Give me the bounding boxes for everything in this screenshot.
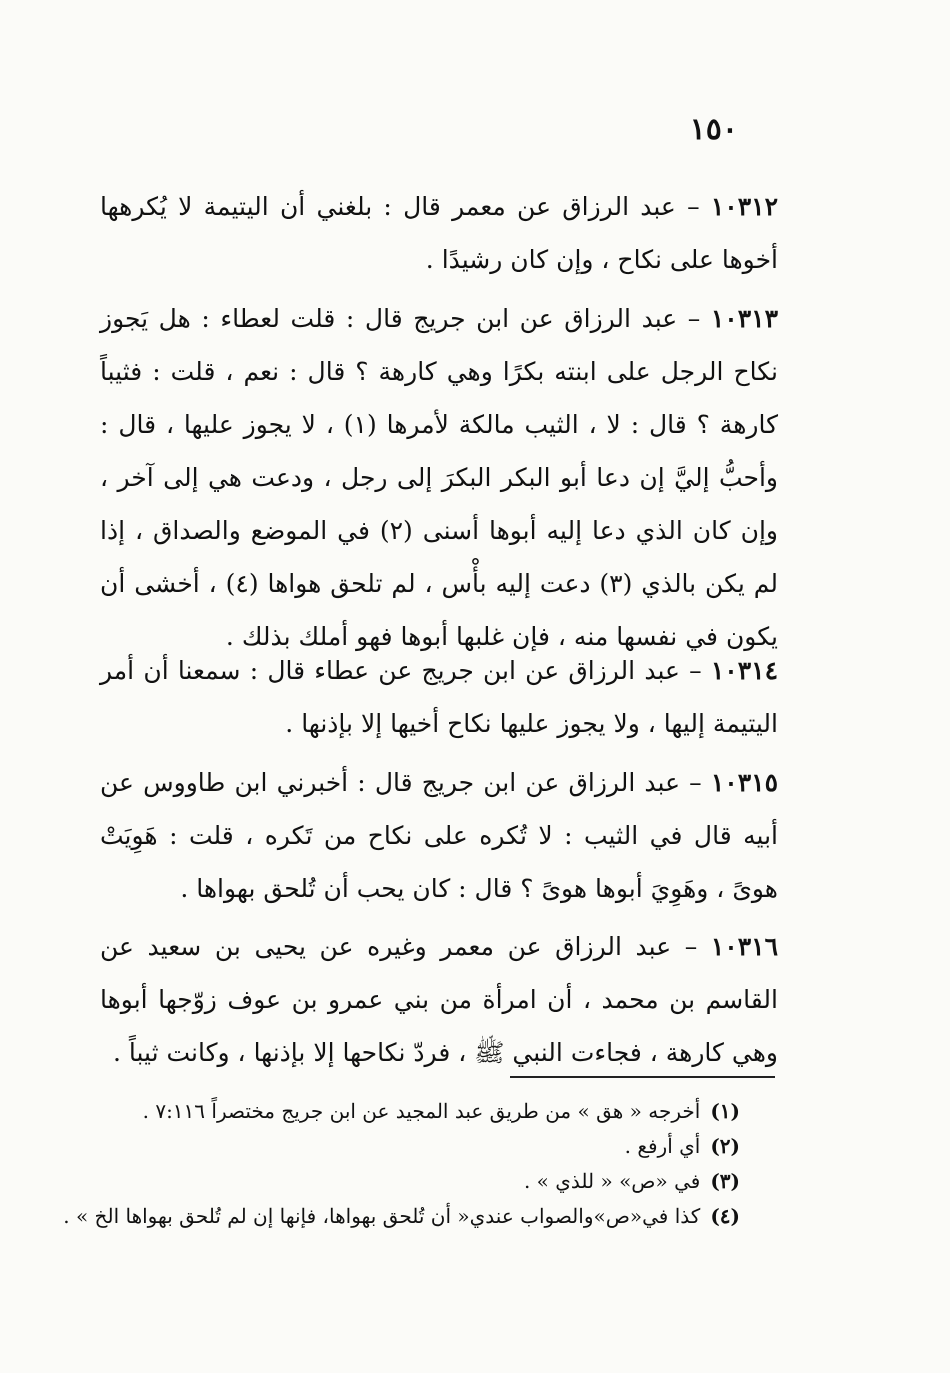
hadith-text: – عبد الرزاق عن ابن جريج قال : أخبرني ابن طاووس عن أبيه قال في الثيب : لا تُكره على نكاح من تَكره ، قلت : هَوِيَتْ هوىً ، وهَوِيَ أبوها هوىً ؟ قال : كان يحب أن تُلحق بهواها . (100, 768, 778, 903)
hadith-paragraph-10314 (100, 644, 778, 750)
footnote-2 (100, 1129, 740, 1164)
page-number: ١٥٠ (689, 112, 738, 147)
footnote-text: أي أرفع . (624, 1134, 701, 1158)
footnote-text: أخرجه « هق » من طريق عبد المجيد عن ابن جريج مختصراً ٧:١١٦ . (142, 1099, 701, 1123)
footnote-marker: (٤) (710, 1204, 740, 1228)
hadith-paragraph-10315 (100, 756, 778, 915)
hadith-text: – عبد الرزاق عن ابن جريج قال : قلت لعطاء : هل يَجوز نكاح الرجل على ابنته بكرًا وهي كارهة ؟ قال : نعم ، قلت : فثيباً كارهة ؟ قال : لا ، الثيب مالكة لأمرها (١) ، لا يجوز عليها ، قال : وأحبُّ إليَّ إن دعا أبو البكر البكرَ إلى رجل ، ودعت هي إلى آخر ، وإن كان الذي دعا إليه أبوها أسنى (٢) في الموضع والصداق ، إذا لم يكن بالذي (٣) دعت إليه بأْس ، لم تلحق هواها (٤) ، أخشى أن يكون في نفسها منه ، فإن غلبها أبوها فهو أملك بذلك . (100, 304, 778, 651)
hadith-text: – عبد الرزاق عن معمر قال : بلغني أن اليتيمة لا يُكرهها أخوها على نكاح ، وإن كان رشيدًا . (100, 192, 778, 274)
hadith-number: ١٠٣١٢ (710, 192, 779, 221)
hadith-paragraph-10312 (100, 180, 778, 286)
hadith-number: ١٠٣١٥ (710, 768, 778, 797)
hadith-paragraph-10313 (100, 292, 778, 663)
footnote-marker: (١) (710, 1099, 740, 1123)
hadith-text: – عبد الرزاق عن ابن جريج عن عطاء قال : سمعنا أن أمر اليتيمة إليها ، ولا يجوز عليها نكاح أخيها إلا بإذنها . (100, 656, 778, 738)
footnote-1 (100, 1094, 740, 1129)
footnote-marker: (٣) (710, 1169, 740, 1193)
hadith-number: ١٠٣١٣ (710, 304, 778, 333)
footnote-text: كذا في«ص»والصواب عندي« أن تُلحق بهواها، فإنها إن لم تُلحق بهواها الخ » . (63, 1204, 701, 1228)
hadith-text: – عبد الرزاق عن معمر وغيره عن يحيى بن سعيد عن القاسم بن محمد ، أن امرأة من بني عمرو بن عوف زوّجها أبوها وهي كارهة ، فجاءت النبي ﷺ ، فردّ نكاحها إلا بإذنها ، وكانت ثيباً . (100, 932, 778, 1067)
footnotes (63, 1094, 740, 1234)
hadith-number: ١٠٣١٦ (710, 932, 779, 961)
hadith-number: ١٠٣١٤ (710, 656, 778, 685)
footnote-divider (510, 1076, 775, 1078)
footnote-text: في «ص» « للذي » . (523, 1169, 701, 1193)
hadith-paragraph-10316 (100, 920, 778, 1079)
footnote-4 (63, 1199, 740, 1234)
footnote-3 (100, 1164, 740, 1199)
footnote-marker: (٢) (710, 1134, 740, 1158)
